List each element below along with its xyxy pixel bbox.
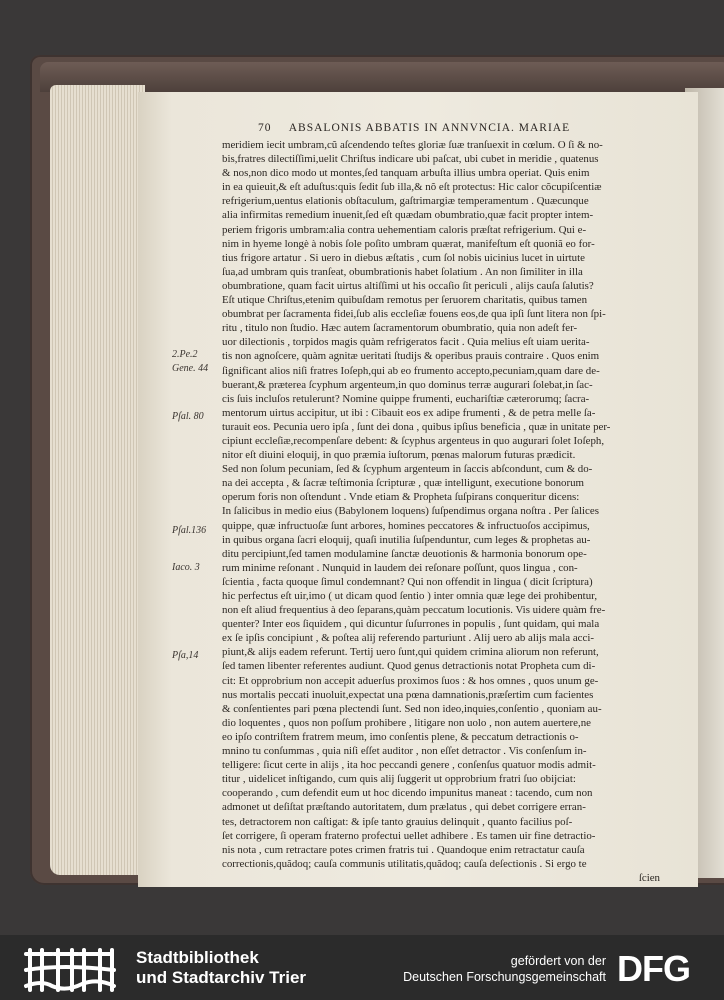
text-line: nim in hyeme longè à nobis ſole poſito umbram quærat, manifeſtum eſt quoniã eo for- xyxy=(222,237,595,250)
text-line: ſet corrigere, ſi operam fraterno profectui uellet adhibere . Es tamen uir fine detractio- xyxy=(222,829,596,842)
text-line: Sed non ſolum pecuniam, ſed & ſcyphum argenteum in ſaccis abſcondunt, cum & do- xyxy=(222,463,593,476)
text-line: cooperando , cum defendit eum ut hoc dicendo impunitus maneat : tacendo, cum non xyxy=(222,787,593,800)
text-line: piunt,& alijs eadem referunt. Tertij uero ſunt,qui quidem crimina aliorum non referunt, xyxy=(222,646,599,659)
funding-note xyxy=(403,953,606,985)
catchword: ſcien xyxy=(638,871,660,884)
margin-note: Pſa,14 xyxy=(172,650,199,661)
text-line: quenter? Inter eos ſiquidem , qui dicuntur ſuſurrones in populis , ſunt quidam, qui mala xyxy=(222,618,600,631)
text-line: turauit eos. Pecunia uero ipſa , ſunt dei dona , quibus ipſius beneficia , quæ in unitate per- xyxy=(222,420,611,433)
text-line: telligere: ſicut certe in alijs , ita hoc peccandi genere , conſenſus quatuor modis admit- xyxy=(222,759,596,772)
library-logo-icon xyxy=(22,940,117,996)
text-line: ditu percipiunt,ſed tamen modulamine ſanctæ deuotionis & harmonia bonorum ope- xyxy=(222,547,587,560)
text-line: meridiem iecit umbram,cũ aſcendendo teſtes gloriæ ſuæ tranſuexit in cœlum. O ſi & no- xyxy=(222,139,603,151)
text-line: uor dilectionis , torpidos magis quàm refrigeratos facit . Quia melius eſt uiam uerita- xyxy=(222,336,590,349)
text-line: nis nota , cum retractare potes crimen fratris tui . Quandoque enim retractatur cauſa xyxy=(222,843,585,856)
text-line: dio loquentes , quos non poſſum prohibere , litigare non uolo , non autem auertere,ne xyxy=(222,716,591,729)
text-line: Eſt utique Chriſtus,etenim quibuſdam remotus per ſeruorem charitatis, quibus tamen xyxy=(222,294,588,307)
text-line: nitor eſt diuini eloquij, in quo præmia iuſtorum, pœnas malorum futuras prædicit. xyxy=(222,449,576,462)
text-line: na dei accepta , & ſacræ teſtimonia ſcripturæ , quæ intelligunt, executione bonorum xyxy=(222,477,585,490)
text-line: ſignificant alios niſi fratres Ioſeph,qui ab eo frumento accepto,pecuniam,quam dare de- xyxy=(222,364,600,377)
margin-note: Pſal.136 xyxy=(172,525,207,536)
text-line: eo ipſo contriſtem fratrem meum, imo conſentis plene, & peccatum detractionis o- xyxy=(222,730,579,743)
text-line: non eſt aliud frequentius à deo ſeparans,quàm peccatum locutionis. Vis uidere quàm fre- xyxy=(222,604,606,617)
text-line: alia infirmitas remedium inuenit,ſed eſt quædam obumbratio,quæ facit propter intem- xyxy=(222,209,594,222)
text-line: ſcientia , facta quoque ſimul condemnant? Qui non offendit in lingua ( dicit ſcriptura) xyxy=(222,575,593,588)
text-line: tes, detractorem non caſtigat: & ipſe tanto grauius delinquit , quanto facilius poſ- xyxy=(222,815,573,828)
funding-note-line1: gefördert von der xyxy=(510,954,606,968)
text-line: ſed tamen libenter referentes audiunt. Quod genus detractionis notat Propheta cum di- xyxy=(222,660,596,673)
text-line: ritu , titulo non ſtudio. Hæc autem ſacramentorum obumbratio, quia non adeſt fer- xyxy=(222,322,578,335)
text-line: In ſalicibus in medio eius (Babylonem loquens) ſuſpendimus organa noſtra . Per ſalices xyxy=(222,505,599,518)
text-line: periem frigoris umbram:alia contra uehementiam caloris præſtat refrigerium. Qui e- xyxy=(222,223,587,236)
margin-note: Gene. 44 xyxy=(172,363,209,374)
margin-note: Pſal. 80 xyxy=(172,411,204,422)
text-line: tius frigore artatur . Si uero in diebus æſtatis , cum ſol nobis uicinius lucet in uirtute xyxy=(222,251,585,264)
text-line: in ea quieuit,& eſt aduſtus:quis ſedit ſub illa,& nõ eſt protectus: Hic calor cõcupiſcentiæ xyxy=(222,181,602,194)
text-line: in quibus organa ſacri eloquij, quaſi inutilia ſuſpenduntur, cum leges & prophetas au- xyxy=(222,533,591,546)
library-name-line2: und Stadtarchiv Trier xyxy=(136,968,307,987)
text-line: mnino tu conſummas , quia niſi eſſet auditor , non eſſet detractor . Vis conſenſum in- xyxy=(222,745,587,758)
text-line: tis non agnoſcere, quàm agnitæ ueritati ſtudijs & operibus prauis contraire . Quos enim xyxy=(222,350,600,363)
text-line: ſua,ad umbram quis tranſeat, obumbrationis habet ſolatium . An non ſimiliter in illa xyxy=(222,265,583,278)
text-line: & nos,non dico modo ut montes,ſed tanquam arbuſta illius umbra operiat. Quis enim xyxy=(222,167,590,180)
page-number: 70 xyxy=(258,122,272,134)
text-line: quippe, quæ infructuoſæ ſunt arbores, homines peccatores & infructuoſos accipimus, xyxy=(222,519,590,532)
library-name-line1: Stadtbibliothek xyxy=(136,948,259,967)
text-line: refrigerium,uentus elationis obſtaculum, gaſtrimargiæ temperamentum . Quæcunque xyxy=(222,195,589,208)
text-line: cit: Et opprobrium non accepit aduerſus proximos ſuos : & hos omnes , quos unum ge- xyxy=(222,674,599,687)
page-edges xyxy=(50,85,145,875)
text-line: titur , uidelicet inſtigando, cum quis alij ſuggerit ut opprobrium fratri ſuo obijciat: xyxy=(222,773,576,786)
margin-note: 2.Pe.2 xyxy=(172,349,198,360)
text-line: ex ſe ipſis concipiunt , & poſtea alij referendo parturiunt . Alij uero ab alijs mala acci- xyxy=(222,632,594,645)
text-line: obumbratione, quam facit uirtus altiſſimi ut his occaſio ſit periculi , alijs cauſa ſalutis? xyxy=(222,279,594,292)
running-head: ABSALONIS ABBATIS IN ANNVNCIA. MARIAE xyxy=(288,122,571,134)
dfg-logo: DFG xyxy=(617,948,690,989)
text-line: nus mortalis peccati inuoluit,expectat una pœna damnationis,præſertim cum facientes xyxy=(222,688,594,701)
text-line: correctionis,quãdoq; cauſa communis utilitatis,quãdoq; cauſa deſectionis . Si ergo te xyxy=(222,857,587,870)
text-line: operum foris non oſtendunt . Vnde etiam & Propheta ſuſpirans conqueritur dicens: xyxy=(222,491,580,504)
text-line: rum minime reſonant . Nunquid in laudem dei reſonare poſſunt, quos lingua , con- xyxy=(222,561,578,574)
page-header xyxy=(258,122,570,134)
text-line: cis ſuis incluſos retulerunt? Nomine quippe frumenti, euchariſtiæ cæterorumq; ſacra- xyxy=(222,392,590,405)
text-line: buerant,& præterea ſcyphum argenteum,in quo dominus terræ augurari ſolebat,in ſac- xyxy=(222,378,593,391)
page-body-text xyxy=(222,138,682,885)
text-line: cipiunt eccleſiæ,recompenſare debent: & ſcyphus argenteus in quo augurari ſolet Ioſeph, xyxy=(222,434,605,447)
text-line: hic perfectus eſt uir,imo ( ut dicam quod ſentio ) inter omnia quæ lege dei prohibentur, xyxy=(222,590,598,602)
funding-note-line2: Deutschen Forschungsgemeinschaft xyxy=(403,970,606,984)
text-line: & conſentientes pari pœna plectendi ſunt. Sed non ideo,inquies,conſentio , quoniam au- xyxy=(222,702,602,715)
text-line: bis,fratres dilectiſſimi,uelit Chriſtus indicare ubi paſcat, ubi cubet in meridie , quatenus xyxy=(222,153,599,166)
margin-note: Iaco. 3 xyxy=(172,562,200,573)
text-line: admonet ut deſiſtat præſtando autoritatem, dum prælatus , qui debet corrigere erran- xyxy=(222,801,586,814)
text-line: obumbrat per ſacramenta fidei,ſub alis eccleſiæ fouens eos,de qua ipſi ſunt litera non ſpi- xyxy=(222,308,606,321)
library-name xyxy=(136,948,306,988)
text-line: mentorum uirtus accipitur, ut ibi : Cibauit eos ex adipe frumenti , & de petra melle ſa- xyxy=(222,406,596,419)
